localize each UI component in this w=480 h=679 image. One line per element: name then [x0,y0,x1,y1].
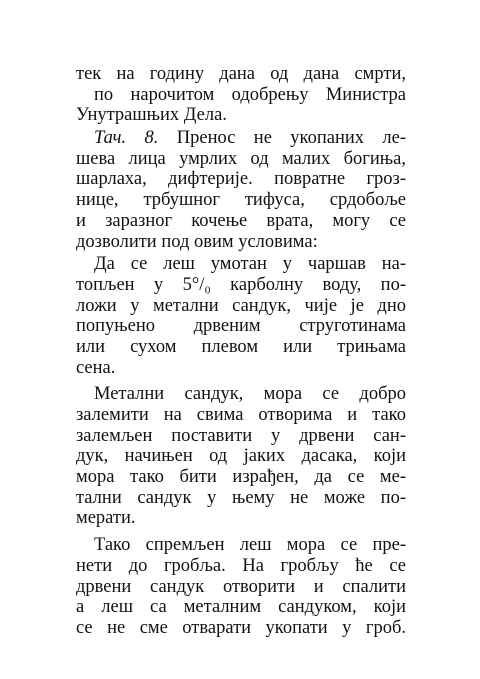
text-line: и заразног кочење врата, могу се [76,210,406,231]
text-line [76,128,406,149]
text-line: дозволити под овим условима: [76,231,318,252]
text-line: а леш са металним сандуком, који [76,597,406,618]
text-line: сена. [76,357,116,378]
body-text [76,64,406,639]
text-line: залемљен поставити у дрвени сан- [76,425,406,446]
text-line: ложи у метални сандук, чије је дно [76,295,406,316]
text-line: дрвени сандук отворити и спалити [76,576,406,597]
text-line: попуњено дрвеним струготинама [76,316,406,337]
text-line: Унутрашњих Дела. [76,105,227,126]
text-line: се не сме отварати укопати у гроб. [76,617,406,638]
text-line: мерати. [76,508,136,529]
text-line: залемити на свима отворима и тако [76,405,406,425]
text-line-rest: Пренос не укопаних ле- [176,128,407,149]
section-label: Тач. 8. [94,128,159,149]
text-line: Да се леш умотан у чаршав на- [94,254,406,275]
text-line: дук, начињен од јаких дасака, који [76,446,406,467]
text-line: шарлаха, дифтерије. повратне гроз- [76,169,406,190]
text-line: Метални сандук, мора се добро [94,384,406,405]
text-line: топљен у 5°/₀ карболну воду, по- [76,274,406,295]
text-line: шева лица умрлих од малих богиња, [76,148,406,169]
text-line: нице, трбушног тифуса, срдобоље [76,190,406,211]
text-line: тек на годину дана од дана смрти, [76,64,406,84]
text-line: нети до гробља. На гробљу ће се [76,555,406,576]
text-line: или сухом плевом или трињама [76,336,406,357]
text-line: мора тако бити израђен, да се ме- [76,467,406,488]
text-line: по нарочитом одобрењу Министра [94,84,406,105]
text-line: Тако спремљен леш мора се пре- [94,535,406,556]
text-line: тални сандук у њему не може по- [76,487,406,508]
